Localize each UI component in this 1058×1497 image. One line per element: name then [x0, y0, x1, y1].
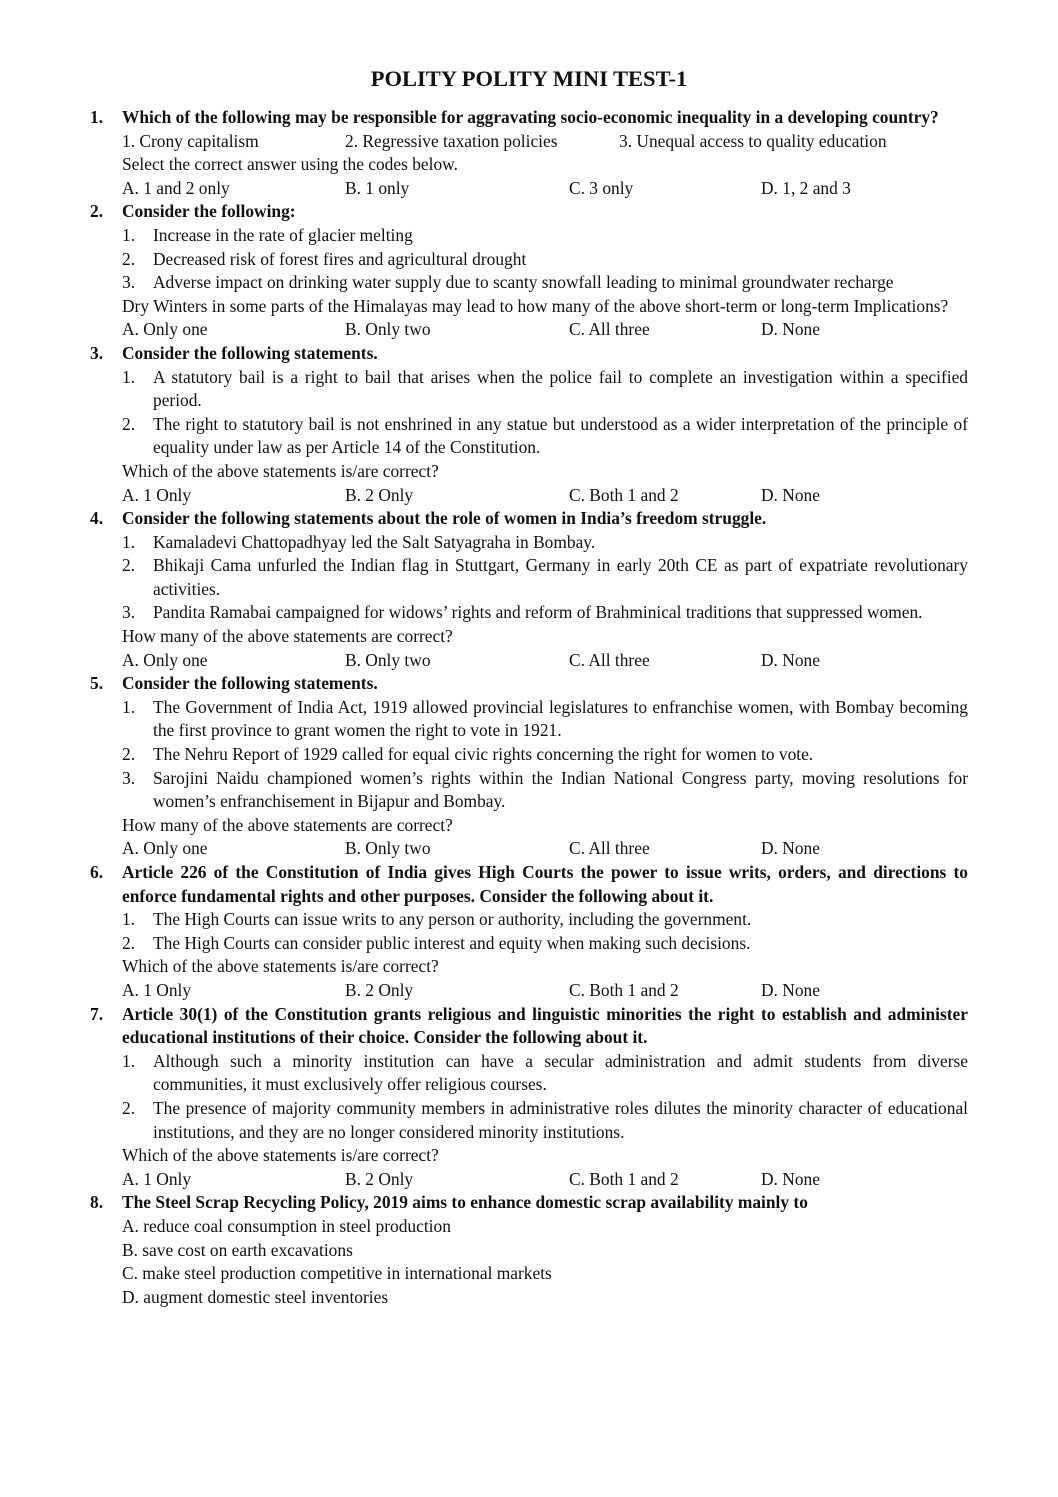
question-prompt: How many of the above statements are correct?: [122, 626, 453, 647]
statement-number: 1.: [122, 909, 136, 930]
statement-text: Adverse impact on drinking water supply due to scanty snowfall leading to minimal groundwater recharge: [153, 272, 894, 293]
question: [90, 507, 968, 672]
answer-options: [122, 484, 968, 508]
statement-item: [122, 413, 968, 460]
statement-item: [122, 908, 968, 932]
question: [90, 1003, 968, 1192]
answer-option: B. Only two: [345, 838, 431, 859]
answer-option: A. 1 Only: [122, 979, 192, 1000]
question-stem: Which of the following may be responsible for aggravating socio-economic inequality in a developing country?: [122, 107, 939, 127]
answer-option: C. Both 1 and 2: [569, 484, 679, 505]
statement-item: [122, 696, 968, 743]
question-stem: The Steel Scrap Recycling Policy, 2019 aims to enhance domestic scrap availability mainly to: [122, 1192, 808, 1213]
statement-text: The High Courts can issue writs to any person or authority, including the government.: [153, 909, 752, 930]
question: [90, 200, 968, 342]
answer-option: C. All three: [569, 319, 650, 340]
statement-number: 1.: [122, 1050, 136, 1071]
question-stem: Consider the following:: [122, 201, 296, 222]
statement-number: 2.: [122, 248, 136, 269]
question: [90, 672, 968, 861]
statement-text: The High Courts can consider public interest and equity when making such decisions.: [153, 932, 751, 953]
answer-option: A. 1 Only: [122, 484, 192, 505]
answer-option: C. make steel production competitive in international markets: [122, 1263, 552, 1284]
question-prompt: Dry Winters in some parts of the Himalayas may lead to how many of the above short-term or long-term Implications?: [122, 295, 949, 316]
page-title: POLITY POLITY MINI TEST-1: [370, 66, 688, 91]
statement-text: Although such a minority institution can have a secular administration and admit students from diverse communities, it must exclusively offer religious courses.: [153, 1050, 968, 1095]
question: [90, 342, 968, 507]
question-list: [90, 106, 968, 1309]
answer-option: D. None: [761, 319, 820, 340]
question-number: 8.: [90, 1192, 104, 1213]
statement-item: [122, 767, 968, 814]
answer-option: D. 1, 2 and 3: [761, 177, 851, 198]
statement-text: The right to statutory bail is not enshrined in any statue but understood as a wider interpretation of the principle of equality under law as per Article 14 of the Constitution.: [153, 413, 968, 458]
question-number: 3.: [90, 342, 104, 363]
statement-number: 2.: [122, 1097, 136, 1118]
statement-item: [122, 1050, 968, 1097]
answer-option: B. 1 only: [345, 177, 410, 198]
statement-item: [122, 601, 968, 625]
question-number: 1.: [90, 107, 104, 127]
answer-option: D. augment domestic steel inventories: [122, 1286, 389, 1307]
statement-text: The presence of majority community members in administrative roles dilutes the minority character of educational institutions, and they are no longer considered minority institutions.: [153, 1097, 968, 1142]
answer-option: A. Only one: [122, 838, 208, 859]
question: [90, 1191, 968, 1309]
statement-item: [122, 531, 968, 555]
statement-item: 2. Regressive taxation policies: [345, 130, 558, 151]
question-stem: Consider the following statements about the role of women in India’s freedom struggle.: [122, 508, 767, 529]
statement-number: 2.: [122, 932, 136, 953]
answer-option: A. reduce coal consumption in steel production: [122, 1215, 451, 1236]
answer-options: [122, 318, 968, 342]
statement-item: [122, 224, 968, 248]
answer-option: C. 3 only: [569, 177, 634, 198]
statement-number: 2.: [122, 555, 136, 576]
answer-option: D. None: [761, 979, 820, 1000]
answer-option: B. 2 Only: [345, 979, 414, 1000]
statement-number: 2.: [122, 413, 136, 434]
answer-option: B. Only two: [345, 649, 431, 670]
question-stem: Article 226 of the Constitution of India gives High Courts the power to issue writs, orders, and directions to enforce fundamental rights and other purposes. Consider the following about it.: [122, 862, 968, 906]
answer-option: A. Only one: [122, 649, 208, 670]
question-prompt: Which of the above statements is/are correct?: [122, 956, 439, 977]
answer-option: B. 2 Only: [345, 484, 414, 505]
answer-option: B. 2 Only: [345, 1168, 414, 1189]
answer-option: C. All three: [569, 838, 650, 859]
answer-options: [122, 649, 968, 673]
answer-option: B. Only two: [345, 319, 431, 340]
statement-text: Increase in the rate of glacier melting: [153, 224, 413, 245]
answer-option: C. All three: [569, 649, 650, 670]
answer-options: [122, 979, 968, 1003]
statement-item: 1. Crony capitalism: [122, 130, 259, 151]
answer-option: B. save cost on earth excavations: [122, 1239, 353, 1260]
statement-item: [122, 248, 968, 272]
question-number: 6.: [90, 862, 104, 882]
statement-text: Bhikaji Cama unfurled the Indian flag in Stuttgart, Germany in early 20th CE as part of expatriate revolutionary activities.: [153, 555, 968, 599]
answer-options: [122, 837, 968, 861]
answer-option: C. Both 1 and 2: [569, 979, 679, 1000]
question-prompt: Which of the above statements is/are correct?: [122, 1145, 439, 1166]
statement-item: [122, 932, 968, 956]
statement-text: Kamaladevi Chattopadhyay led the Salt Satyagraha in Bombay.: [153, 531, 596, 552]
question-prompt: Which of the above statements is/are correct?: [122, 460, 439, 481]
statement-item: [122, 271, 968, 295]
statement-number: 1.: [122, 224, 136, 245]
statement-number: 2.: [122, 744, 136, 765]
question: [90, 861, 968, 1003]
statement-number: 1.: [122, 366, 136, 387]
statement-number: 3.: [122, 767, 136, 788]
question-prompt: How many of the above statements are correct?: [122, 814, 453, 835]
statement-number: 1.: [122, 531, 136, 552]
statement-item: [122, 554, 968, 601]
statement-item: [122, 1097, 968, 1144]
question-number: 7.: [90, 1003, 104, 1024]
answer-options: [122, 177, 968, 201]
statement-number: 1.: [122, 696, 136, 717]
question-number: 5.: [90, 673, 104, 694]
statement-number: 3.: [122, 602, 136, 623]
statement-item: [122, 366, 968, 413]
question-number: 2.: [90, 201, 104, 222]
statement-text: A statutory bail is a right to bail that arises when the police fail to complete an investigation within a specified period.: [153, 366, 968, 411]
answer-options: [122, 1168, 968, 1192]
answer-option: D. None: [761, 649, 820, 670]
answer-option: A. Only one: [122, 319, 208, 340]
statement-text: The Government of India Act, 1919 allowed provincial legislatures to enfranchise women, with Bombay becoming the first province to grant women the right to vote in 1921.: [153, 696, 968, 741]
question-prompt: Select the correct answer using the codes below.: [122, 154, 458, 175]
statement-item: 3. Unequal access to quality education: [619, 130, 887, 151]
statement-text: Pandita Ramabai campaigned for widows’ rights and reform of Brahminical traditions that suppressed women.: [153, 602, 923, 623]
inline-items: [122, 130, 968, 154]
statement-number: 3.: [122, 272, 136, 293]
question-stem: Article 30(1) of the Constitution grants religious and linguistic minorities the right to establish and administer educational institutions of their choice. Consider the following about it.: [122, 1003, 968, 1048]
answer-option: A. 1 and 2 only: [122, 177, 230, 198]
question-number: 4.: [90, 508, 104, 529]
question-stem: Consider the following statements.: [122, 673, 378, 694]
statement-text: The Nehru Report of 1929 called for equal civic rights concerning the right for women to vote.: [153, 744, 814, 765]
answer-option: C. Both 1 and 2: [569, 1168, 679, 1189]
answer-option: A. 1 Only: [122, 1168, 192, 1189]
statement-item: [122, 743, 968, 767]
statement-text: Decreased risk of forest fires and agricultural drought: [153, 248, 527, 269]
question: [90, 106, 968, 200]
answer-option: D. None: [761, 484, 820, 505]
question-stem: Consider the following statements.: [122, 342, 378, 363]
statement-text: Sarojini Naidu championed women’s rights within the Indian National Congress party, moving resolutions for women’s enfranchisement in Bijapur and Bombay.: [153, 767, 968, 812]
answer-option: D. None: [761, 1168, 820, 1189]
answer-option: D. None: [761, 838, 820, 859]
